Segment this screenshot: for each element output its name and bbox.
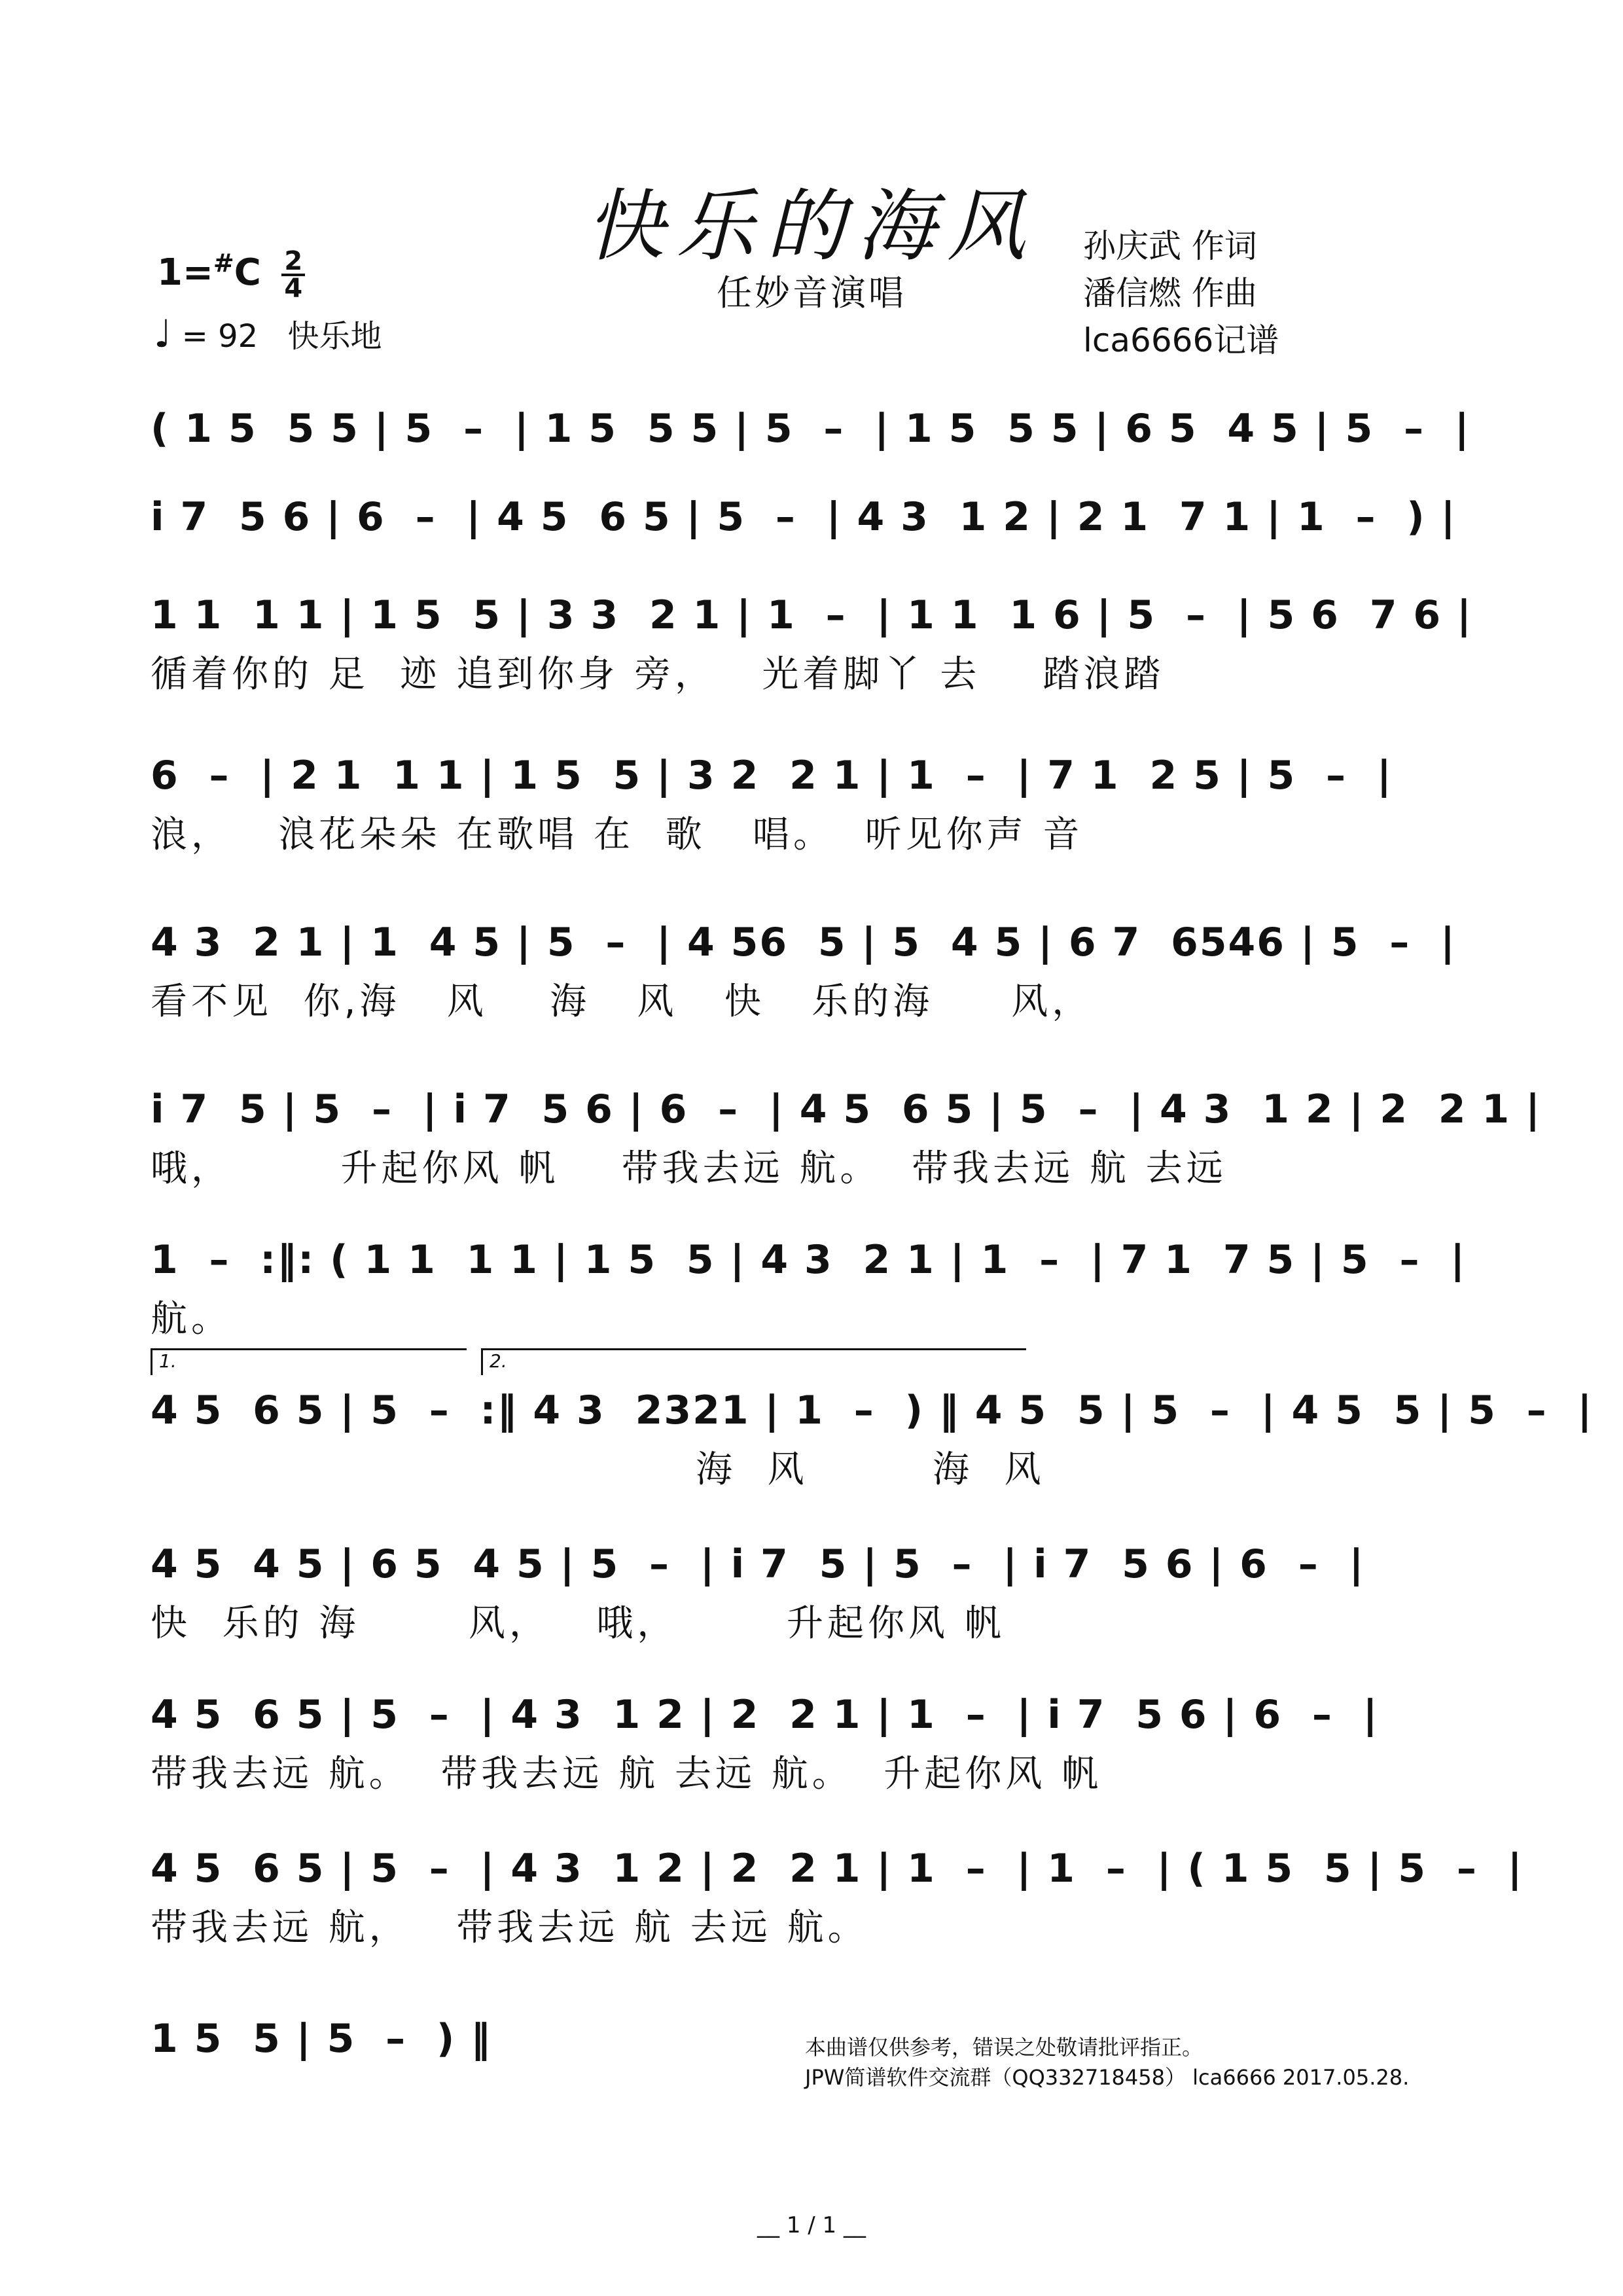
page-number: __ 1 / 1 __ bbox=[757, 2212, 866, 2238]
lyrics-line: 海 风 海 风 bbox=[151, 1448, 1045, 1491]
score-system bbox=[151, 746, 1472, 861]
notation-line: 4 5 6 5 | 5 – | 4 3 1 2 | 2 2 1 | 1 – | 1 – | ( 1 5 5 | 5 – | bbox=[151, 1846, 1524, 1892]
transcriber: lca6666记谱 bbox=[1083, 321, 1279, 359]
notation-line: 4 5 6 5 | 5 – | 4 3 1 2 | 2 2 1 | 1 – | i 7 5 6 | 6 – | bbox=[151, 1692, 1379, 1738]
credits bbox=[1083, 223, 1476, 364]
footer-note bbox=[805, 2032, 1409, 2092]
notation-line: i 7 5 6 | 6 – | 4 5 6 5 | 5 – | 4 3 1 2 | 2 1 7 1 | 1 – ) | bbox=[151, 494, 1457, 540]
notation-line: 1 – :‖: ( 1 1 1 1 | 1 5 5 | 4 3 2 1 | 1 – | 7 1 7 5 | 5 – | bbox=[151, 1237, 1467, 1283]
time-top: 2 bbox=[284, 246, 303, 276]
lyrics-line: 快 乐的 海 风， 哦， 升起你风 帆 bbox=[151, 1602, 1005, 1645]
tempo-value: = 92 bbox=[181, 318, 259, 355]
footer-line-2: JPW简谱软件交流群（QQ332718458） lca6666 2017.05.28. bbox=[805, 2065, 1410, 2090]
footer-line-1: 本曲谱仅供参考，错误之处敬请批评指正。 bbox=[805, 2035, 1204, 2060]
notation-line: ( 1 5 5 5 | 5 – | 1 5 5 5 | 5 – | 1 5 5 5 | 6 5 4 5 | 5 – | bbox=[151, 406, 1471, 452]
score-system bbox=[151, 1230, 1472, 1346]
score-system bbox=[151, 586, 1472, 701]
quarter-note-icon: ♩ bbox=[154, 312, 172, 356]
notation-line: 1 1 1 1 | 1 5 5 | 3 3 2 1 | 1 – | 1 1 1 6 | 5 – | 5 6 7 6 | bbox=[151, 592, 1472, 638]
sharp-sign: # bbox=[213, 249, 234, 278]
tempo-mark: 快乐地 bbox=[287, 318, 382, 355]
lyrics-line: 航。 bbox=[151, 1298, 232, 1340]
lyrics-line: 带我去远 航， 带我去远 航 去远 航。 bbox=[151, 1907, 868, 1949]
notation-line: i 7 5 | 5 – | i 7 5 6 | 6 – | 4 5 6 5 | 5 – | 4 3 1 2 | 2 2 1 | bbox=[151, 1086, 1541, 1132]
time-bottom: 4 bbox=[284, 274, 303, 304]
key-note: C bbox=[234, 251, 261, 295]
notation-line: 4 5 4 5 | 6 5 4 5 | 5 – | i 7 5 | 5 – | i 7 5 6 | 6 – | bbox=[151, 1541, 1365, 1587]
lyrics-line: 带我去远 航。 带我去远 航 去远 航。 升起你风 帆 bbox=[151, 1753, 1103, 1795]
volta-first: 1. bbox=[151, 1348, 467, 1375]
lyricist: 孙庆武 作词 bbox=[1083, 227, 1257, 265]
key-label: 1= bbox=[157, 251, 213, 295]
lyrics-line: 看不见 你,海 风 海 风 快 乐的海 风， bbox=[151, 980, 1093, 1023]
composer: 潘信燃 作曲 bbox=[1083, 274, 1257, 312]
performer-subtitle: 任妙音演唱 bbox=[717, 272, 906, 314]
score-system bbox=[151, 1535, 1472, 1650]
song-title: 快乐的海风 bbox=[586, 181, 1037, 272]
time-signature bbox=[281, 246, 305, 304]
score-system bbox=[151, 913, 1472, 1028]
tempo bbox=[154, 311, 382, 356]
score-system bbox=[151, 1839, 1524, 1954]
lyrics-line: 循着你的 足 迹 追到你身 旁， 光着脚丫 去 踏浪踏 bbox=[151, 653, 1165, 696]
lyrics-line: 哦， 升起你风 帆 带我去远 航。 带我去远 航 去远 bbox=[151, 1147, 1227, 1190]
notation-line: 4 3 2 1 | 1 4 5 | 5 – | 4 56 5 | 5 4 5 | 6 7 6546 | 5 – | bbox=[151, 920, 1456, 965]
key-signature bbox=[157, 246, 305, 304]
volta-second: 2. bbox=[481, 1348, 1026, 1375]
notation-line: 1 5 5 | 5 – ) ‖ bbox=[151, 2016, 492, 2062]
score-system bbox=[151, 1381, 1594, 1496]
score-system bbox=[151, 1685, 1472, 1801]
notation-line: 6 – | 2 1 1 1 | 1 5 5 | 3 2 2 1 | 1 – | 7 1 2 5 | 5 – | bbox=[151, 753, 1393, 798]
score-system bbox=[151, 1080, 1541, 1195]
lyrics-line: 浪， 浪花朵朵 在歌唱 在 歌 唱。 听见你声 音 bbox=[151, 814, 1084, 856]
notation-line: 4 5 6 5 | 5 – :‖ 4 3 2321 | 1 – ) ‖ 4 5 5 | 5 – | 4 5 5 | 5 – | bbox=[151, 1388, 1594, 1433]
